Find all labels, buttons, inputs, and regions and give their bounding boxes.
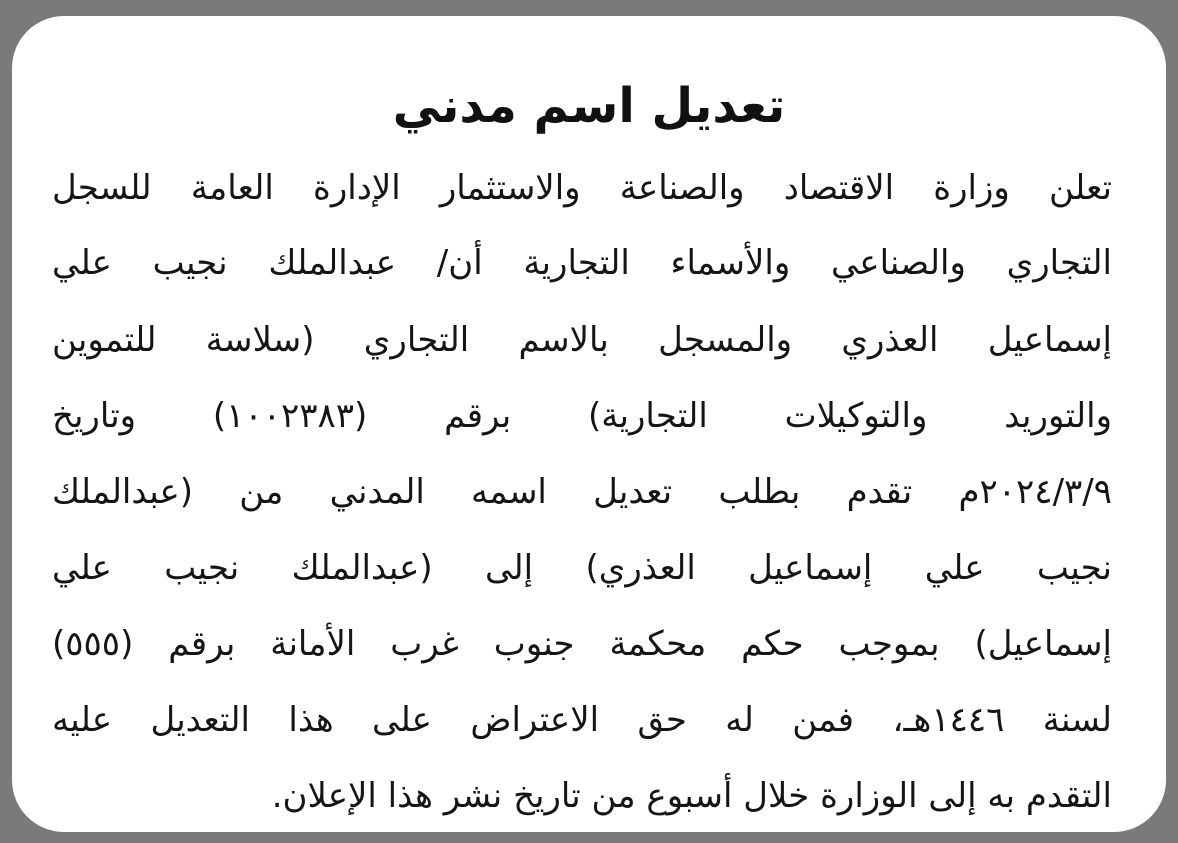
notice-frame xyxy=(12,16,1166,832)
notice-line-4: والتوريد والتوكيلات التجارية) برقم (١٠٠٢٣٨٣) وتاريخ xyxy=(52,396,1112,436)
notice-line-1: تعلن وزارة الاقتصاد والصناعة والاستثمار الإدارة العامة للسجل xyxy=(52,168,1112,208)
notice-line-7: إسماعيل) بموجب حكم محكمة جنوب غرب الأمانة برقم (٥٥٥) xyxy=(52,624,1112,664)
notice-line-3: إسماعيل العذري والمسجل بالاسم التجاري (سلاسة للتموين xyxy=(52,320,1112,360)
notice-line-6: نجيب علي إسماعيل العذري) إلى (عبدالملك نجيب علي xyxy=(52,548,1112,588)
notice-line-2: التجاري والصناعي والأسماء التجارية أن/ عبدالملك نجيب علي xyxy=(52,243,1112,283)
notice-line-9: التقدم به إلى الوزارة خلال أسبوع من تاريخ نشر هذا الإعلان. xyxy=(271,776,1112,816)
notice-line-5: ٢٠٢٤/٣/٩م تقدم بطلب تعديل اسمه المدني من (عبدالملك xyxy=(52,472,1112,512)
notice-line-8: لسنة ١٤٤٦هـ، فمن له حق الاعتراض على هذا التعديل عليه xyxy=(52,700,1112,740)
notice-title: تعديل اسم مدني xyxy=(392,78,786,134)
